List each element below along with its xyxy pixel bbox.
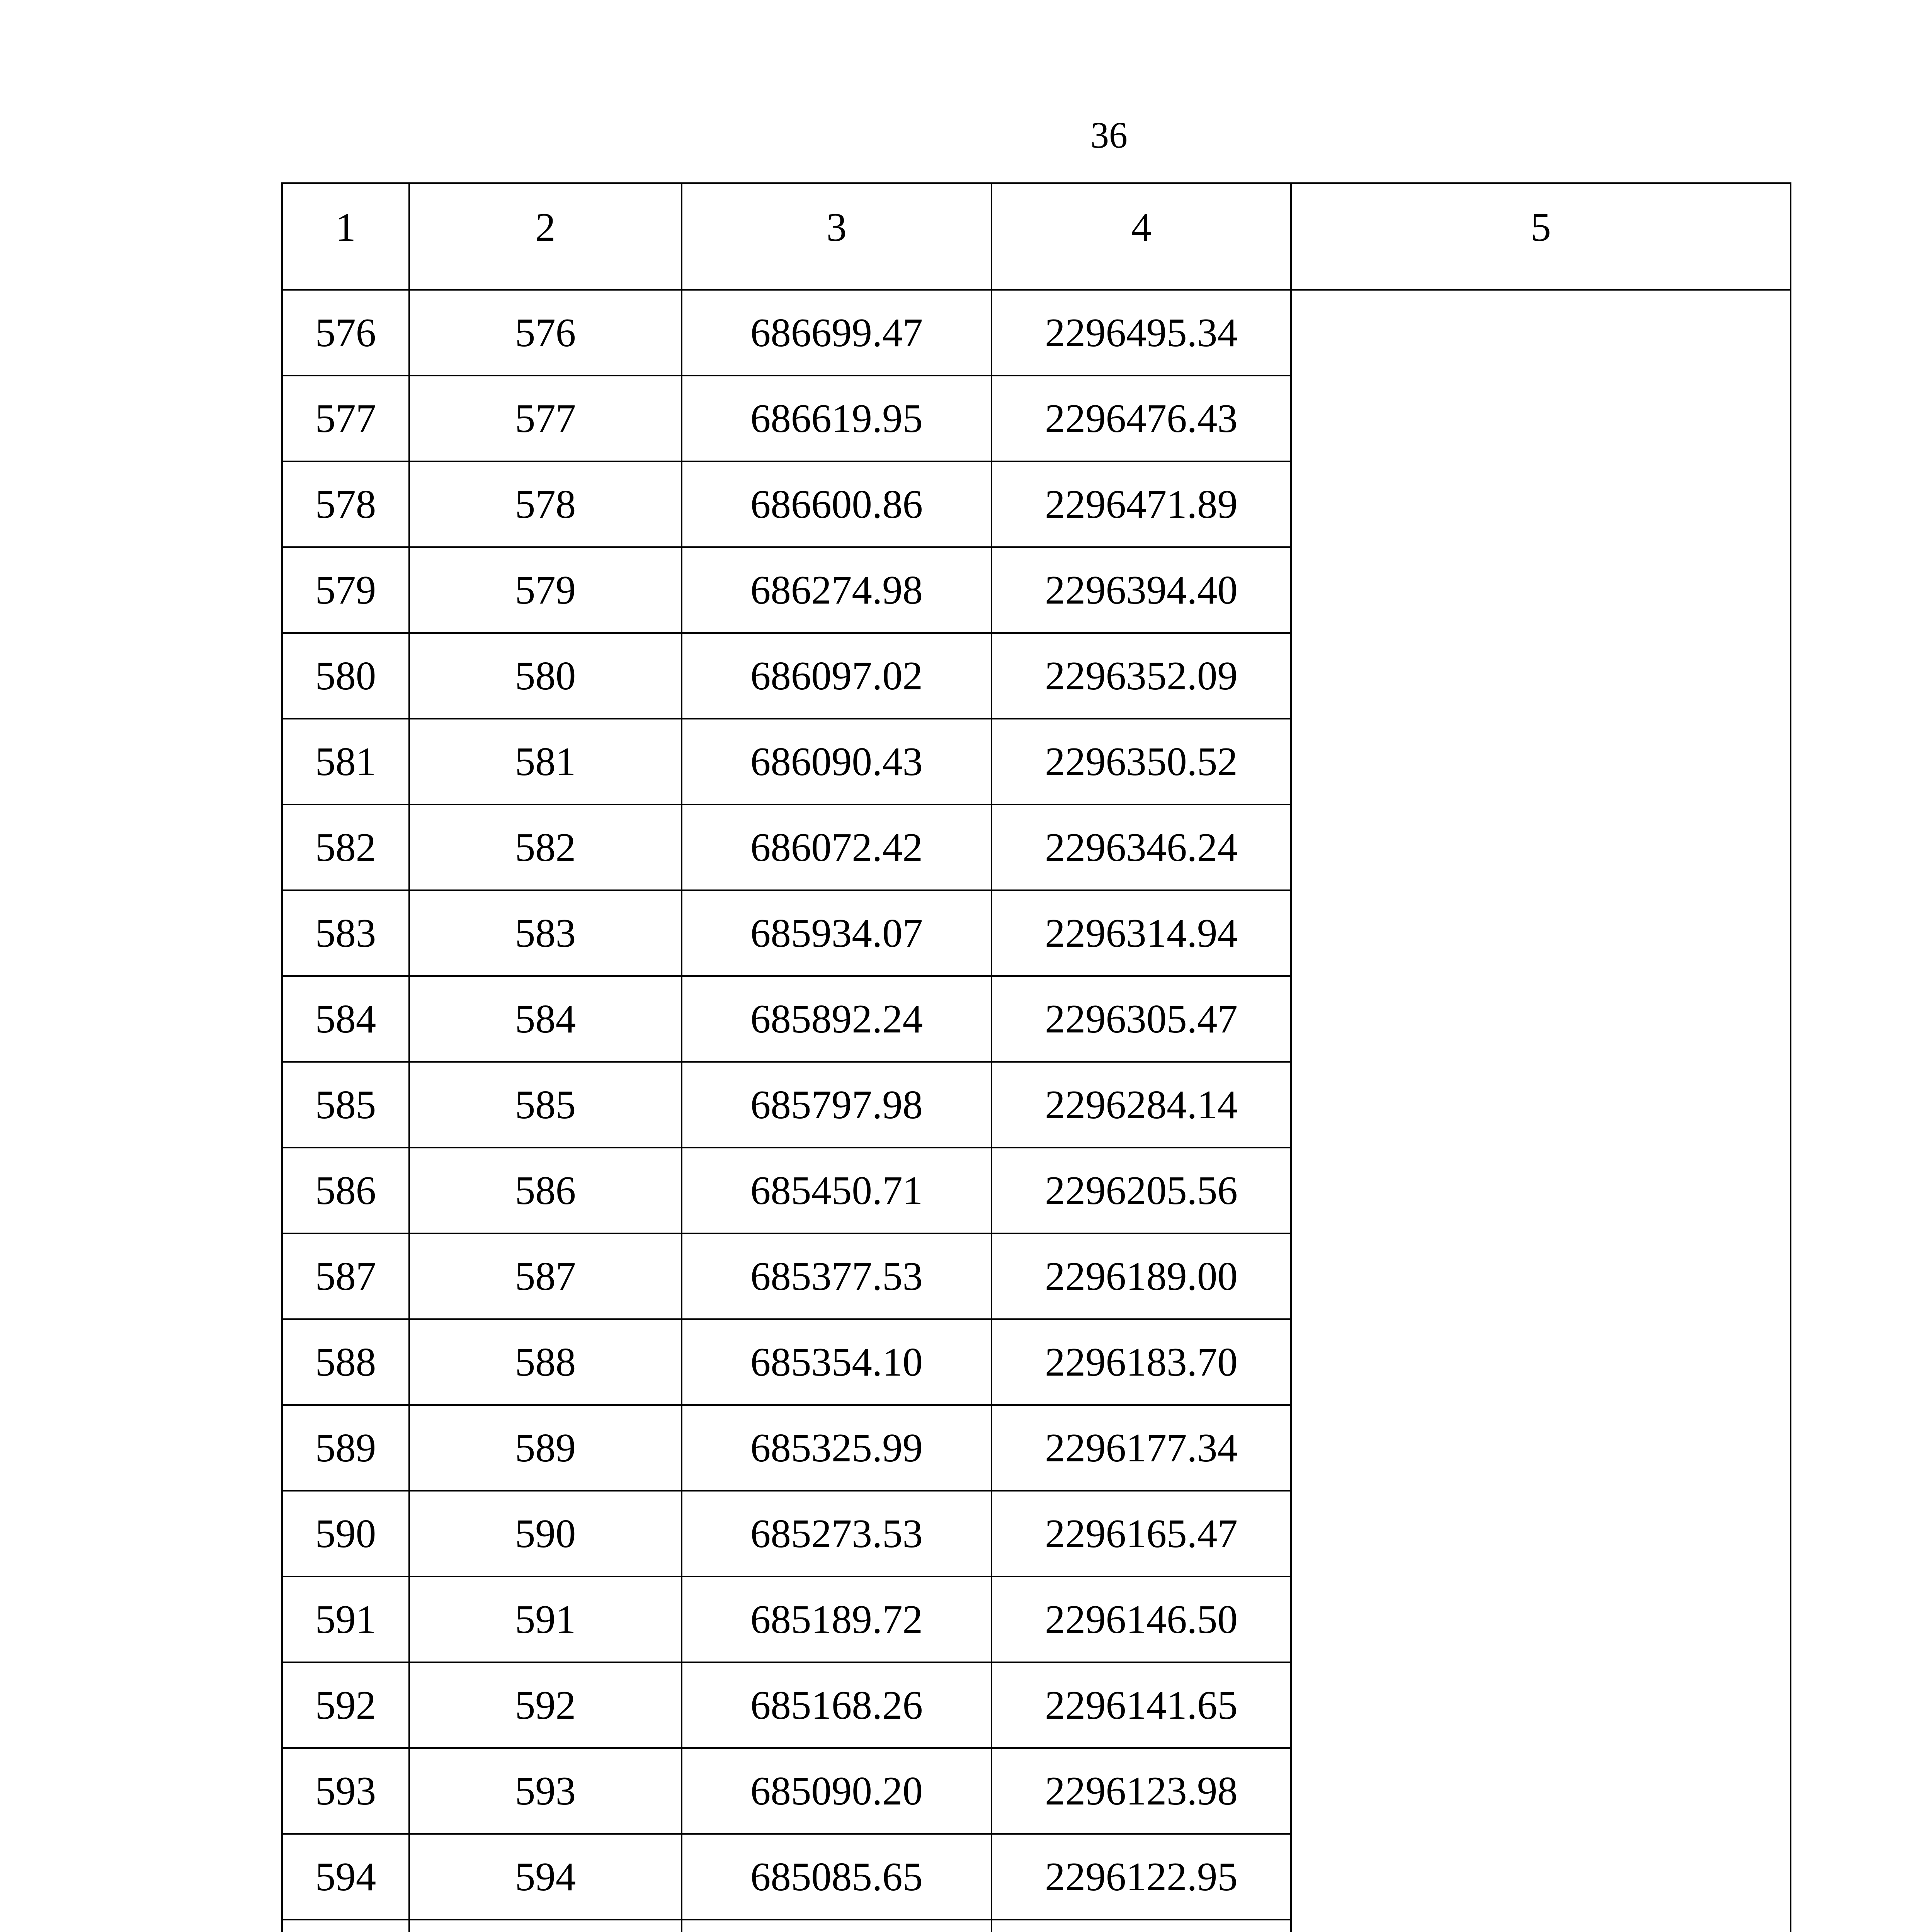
sequence-number-cell: 579 <box>409 547 682 633</box>
y-coordinate-cell: 2296314.94 <box>992 890 1291 976</box>
y-coordinate-cell: 2296205.56 <box>992 1148 1291 1233</box>
sequence-number-cell: 594 <box>409 1834 682 1920</box>
sequence-number-cell: 589 <box>409 1405 682 1491</box>
y-coordinate-cell: 2296352.09 <box>992 633 1291 719</box>
x-coordinate-cell: 685168.26 <box>682 1662 992 1748</box>
point-number-cell <box>282 1920 409 1932</box>
sequence-number-cell: 576 <box>409 290 682 376</box>
sequence-number-cell: 586 <box>409 1148 682 1233</box>
y-coordinate-cell: 2296346.24 <box>992 804 1291 890</box>
x-coordinate-cell: 685189.72 <box>682 1577 992 1662</box>
y-coordinate-cell: 2296141.65 <box>992 1662 1291 1748</box>
y-coordinate-cell: 2296189.00 <box>992 1233 1291 1319</box>
point-number-cell: 584 <box>282 976 409 1062</box>
table-header <box>282 183 1791 290</box>
y-coordinate-cell: 2296305.47 <box>992 976 1291 1062</box>
point-number-cell: 587 <box>282 1233 409 1319</box>
sequence-number-cell: 592 <box>409 1662 682 1748</box>
y-coordinate-cell: 2296122.95 <box>992 1834 1291 1920</box>
table-row <box>282 290 1791 376</box>
column-header-1: 1 <box>282 183 409 290</box>
x-coordinate-cell: 685273.53 <box>682 1491 992 1577</box>
x-coordinate-cell <box>682 1920 992 1932</box>
y-coordinate-cell: 2296350.52 <box>992 719 1291 804</box>
y-coordinate-cell: 2296284.14 <box>992 1062 1291 1148</box>
sequence-number-cell: 584 <box>409 976 682 1062</box>
point-number-cell: 580 <box>282 633 409 719</box>
header-row <box>282 183 1791 290</box>
x-coordinate-cell: 686274.98 <box>682 547 992 633</box>
x-coordinate-cell: 686072.42 <box>682 804 992 890</box>
y-coordinate-cell: 2296183.70 <box>992 1319 1291 1405</box>
sequence-number-cell: 590 <box>409 1491 682 1577</box>
x-coordinate-cell: 685934.07 <box>682 890 992 976</box>
notes-column-cell <box>1291 290 1791 1932</box>
point-number-cell: 576 <box>282 290 409 376</box>
x-coordinate-cell: 686090.43 <box>682 719 992 804</box>
x-coordinate-cell: 686600.86 <box>682 461 992 547</box>
y-coordinate-cell: 2296471.89 <box>992 461 1291 547</box>
x-coordinate-cell: 686619.95 <box>682 376 992 461</box>
point-number-cell: 590 <box>282 1491 409 1577</box>
point-number-cell: 588 <box>282 1319 409 1405</box>
point-number-cell: 581 <box>282 719 409 804</box>
point-number-cell: 585 <box>282 1062 409 1148</box>
point-number-cell: 583 <box>282 890 409 976</box>
sequence-number-cell: 593 <box>409 1748 682 1834</box>
x-coordinate-cell: 686699.47 <box>682 290 992 376</box>
y-coordinate-cell: 2296177.34 <box>992 1405 1291 1491</box>
x-coordinate-cell: 685450.71 <box>682 1148 992 1233</box>
x-coordinate-cell: 685354.10 <box>682 1319 992 1405</box>
y-coordinate-cell: 2296165.47 <box>992 1491 1291 1577</box>
point-number-cell: 577 <box>282 376 409 461</box>
column-header-3: 3 <box>682 183 992 290</box>
x-coordinate-cell: 685090.20 <box>682 1748 992 1834</box>
point-number-cell: 593 <box>282 1748 409 1834</box>
x-coordinate-cell: 685377.53 <box>682 1233 992 1319</box>
sequence-number-cell: 585 <box>409 1062 682 1148</box>
sequence-number-cell: 580 <box>409 633 682 719</box>
x-coordinate-cell: 686097.02 <box>682 633 992 719</box>
x-coordinate-cell: 685085.65 <box>682 1834 992 1920</box>
point-number-cell: 592 <box>282 1662 409 1748</box>
y-coordinate-cell <box>992 1920 1291 1932</box>
y-coordinate-cell: 2296146.50 <box>992 1577 1291 1662</box>
y-coordinate-cell: 2296394.40 <box>992 547 1291 633</box>
sequence-number-cell: 581 <box>409 719 682 804</box>
point-number-cell: 582 <box>282 804 409 890</box>
point-number-cell: 586 <box>282 1148 409 1233</box>
page-number: 36 <box>1090 114 1128 156</box>
coordinates-table <box>281 182 1791 1932</box>
sequence-number-cell: 588 <box>409 1319 682 1405</box>
point-number-cell: 589 <box>282 1405 409 1491</box>
x-coordinate-cell: 685325.99 <box>682 1405 992 1491</box>
column-header-2: 2 <box>409 183 682 290</box>
sequence-number-cell: 578 <box>409 461 682 547</box>
point-number-cell: 594 <box>282 1834 409 1920</box>
y-coordinate-cell: 2296495.34 <box>992 290 1291 376</box>
sequence-number-cell: 582 <box>409 804 682 890</box>
sequence-number-cell: 587 <box>409 1233 682 1319</box>
x-coordinate-cell: 685892.24 <box>682 976 992 1062</box>
column-header-4: 4 <box>992 183 1291 290</box>
point-number-cell: 579 <box>282 547 409 633</box>
x-coordinate-cell: 685797.98 <box>682 1062 992 1148</box>
table-body <box>282 290 1791 1932</box>
sequence-number-cell <box>409 1920 682 1932</box>
sequence-number-cell: 583 <box>409 890 682 976</box>
y-coordinate-cell: 2296123.98 <box>992 1748 1291 1834</box>
point-number-cell: 578 <box>282 461 409 547</box>
sequence-number-cell: 577 <box>409 376 682 461</box>
column-header-5: 5 <box>1291 183 1791 290</box>
point-number-cell: 591 <box>282 1577 409 1662</box>
y-coordinate-cell: 2296476.43 <box>992 376 1291 461</box>
sequence-number-cell: 591 <box>409 1577 682 1662</box>
